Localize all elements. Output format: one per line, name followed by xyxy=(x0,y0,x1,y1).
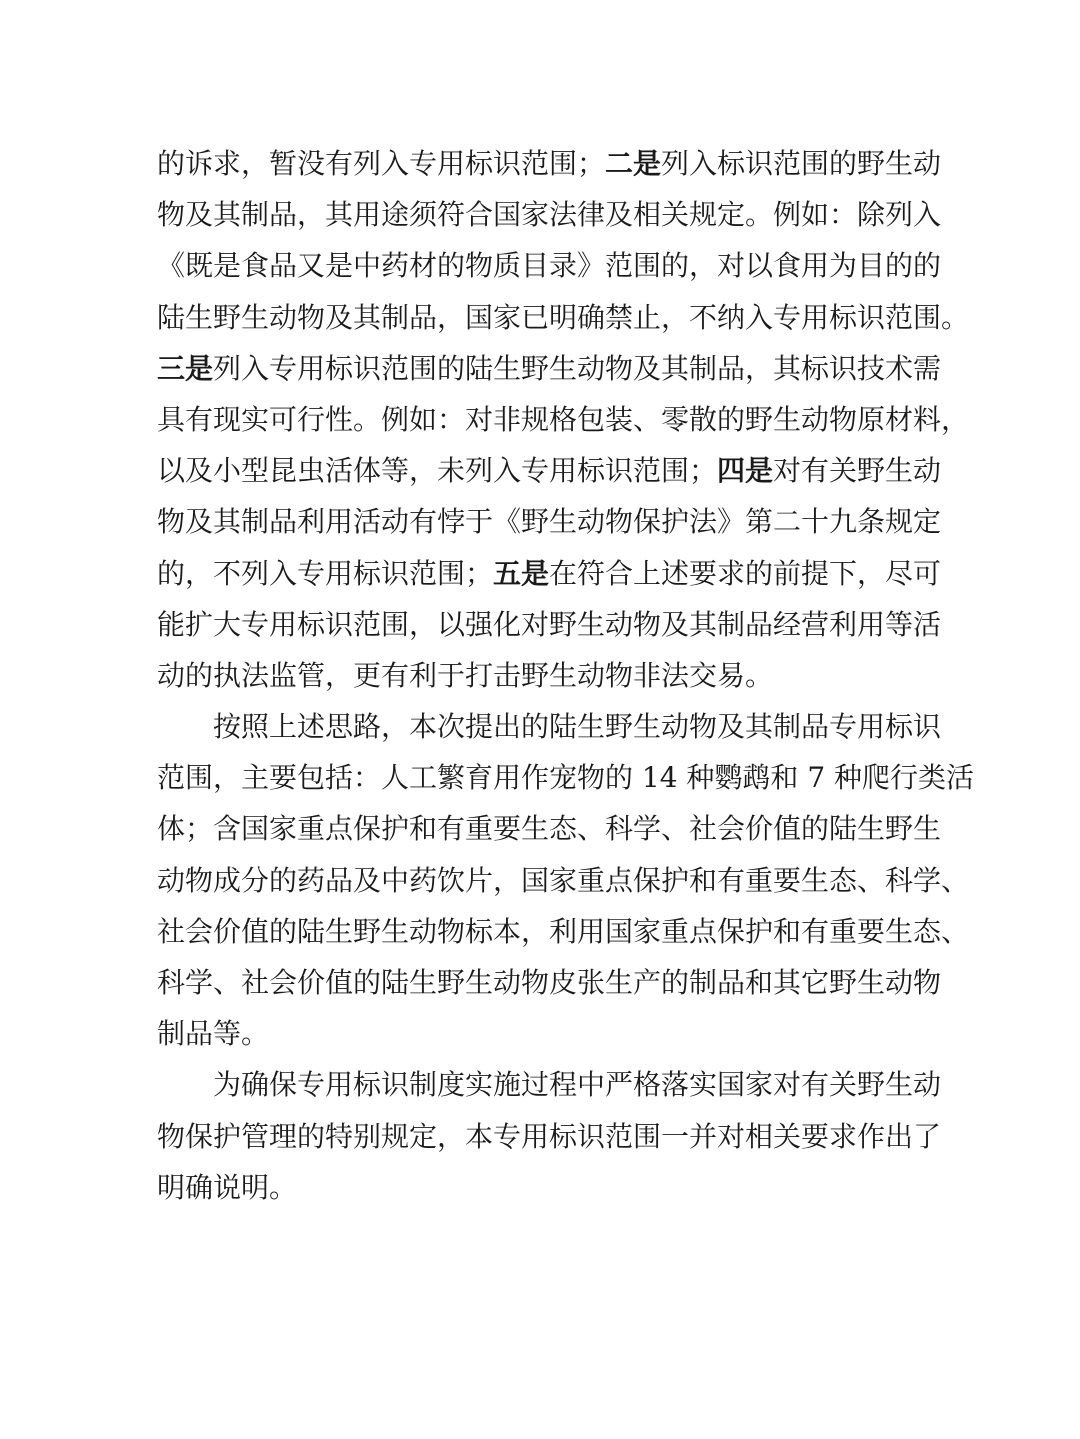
text-line xyxy=(157,906,970,957)
text-segment: 的诉求，暂没有列入专用标识范围； xyxy=(157,147,606,180)
text-segment: 以及小型昆虫活体等，未列入专用标识范围； xyxy=(157,454,718,488)
bold-keyword: 五是 xyxy=(493,556,550,590)
text-segment: 能扩大专用标识范围，以强化对野生动物及其制品经营利用等活 xyxy=(157,607,942,641)
text-segment: 范围，主要包括：人工繁育用作宠物的 14 种鹦鹉和 7 种爬行类活 xyxy=(157,761,975,795)
text-line xyxy=(157,752,975,803)
text-segment: 动的执法监管，更有利于打击野生动物非法交易。 xyxy=(157,658,774,692)
paragraph-2 xyxy=(157,701,975,1059)
text-segment: 《既是食品又是中药材的物质目录》范围的，对以食用为目的的 xyxy=(157,249,942,283)
text-segment: 科学、社会价值的陆生野生动物皮张生产的制品和其它野生动物 xyxy=(157,966,942,999)
bold-keyword: 三是 xyxy=(157,351,214,385)
text-line xyxy=(157,957,942,1008)
text-segment: 在符合上述要求的前提下，尽可 xyxy=(549,556,942,590)
text-segment: 的，不列入专用标识范围； xyxy=(157,556,494,590)
bold-keyword: 四是 xyxy=(717,454,774,488)
text-line xyxy=(157,650,927,701)
text-segment: 动物成分的药品及中药饮片，国家重点保护和有重要生态、科学、 xyxy=(157,863,970,897)
text-segment: 制品等。 xyxy=(157,1017,270,1051)
paragraph-1 xyxy=(157,138,970,701)
text-line xyxy=(157,496,942,547)
text-segment: 明确说明。 xyxy=(157,1170,298,1204)
text-segment: 体；含国家重点保护和有重要生态、科学、社会价值的陆生野生 xyxy=(157,812,942,846)
document-body xyxy=(157,138,975,1213)
text-line xyxy=(157,1162,927,1213)
text-line xyxy=(157,343,942,394)
text-segment: 列入标识范围的野生动 xyxy=(661,147,942,180)
text-segment: 物及其制品，其用途须符合国家法律及相关规定。例如：除列入 xyxy=(157,198,942,232)
text-segment: 列入专用标识范围的陆生野生动物及其制品，其标识技术需 xyxy=(213,351,942,385)
text-line xyxy=(157,240,942,291)
text-segment: 对有关野生动 xyxy=(773,454,942,488)
text-line xyxy=(157,138,942,189)
text-line xyxy=(157,1008,927,1059)
text-line xyxy=(157,1111,942,1162)
text-line xyxy=(157,394,970,445)
paragraph-3 xyxy=(157,1059,942,1213)
text-line xyxy=(157,803,942,854)
text-segment: 物及其制品利用活动有悖于《野生动物保护法》第二十九条规定 xyxy=(157,505,942,539)
text-line xyxy=(157,855,970,906)
text-line xyxy=(157,548,942,599)
text-segment: 陆生野生动物及其制品，国家已明确禁止，不纳入专用标识范围。 xyxy=(157,300,970,334)
text-line xyxy=(157,292,970,343)
text-line xyxy=(157,599,942,650)
text-line xyxy=(157,445,942,496)
text-line xyxy=(157,1059,942,1110)
text-segment: 物保护管理的特别规定，本专用标识范围一并对相关要求作出了 xyxy=(157,1119,942,1153)
bold-keyword: 二是 xyxy=(605,147,662,180)
text-segment: 为确保专用标识制度实施过程中严格落实国家对有关野生动 xyxy=(213,1068,942,1102)
text-line xyxy=(157,701,942,752)
text-segment: 具有现实可行性。例如：对非规格包装、零散的野生动物原材料， xyxy=(157,402,970,436)
text-segment: 按照上述思路，本次提出的陆生野生动物及其制品专用标识 xyxy=(213,710,942,744)
text-line xyxy=(157,189,942,240)
text-segment: 社会价值的陆生野生动物标本，利用国家重点保护和有重要生态、 xyxy=(157,914,970,948)
